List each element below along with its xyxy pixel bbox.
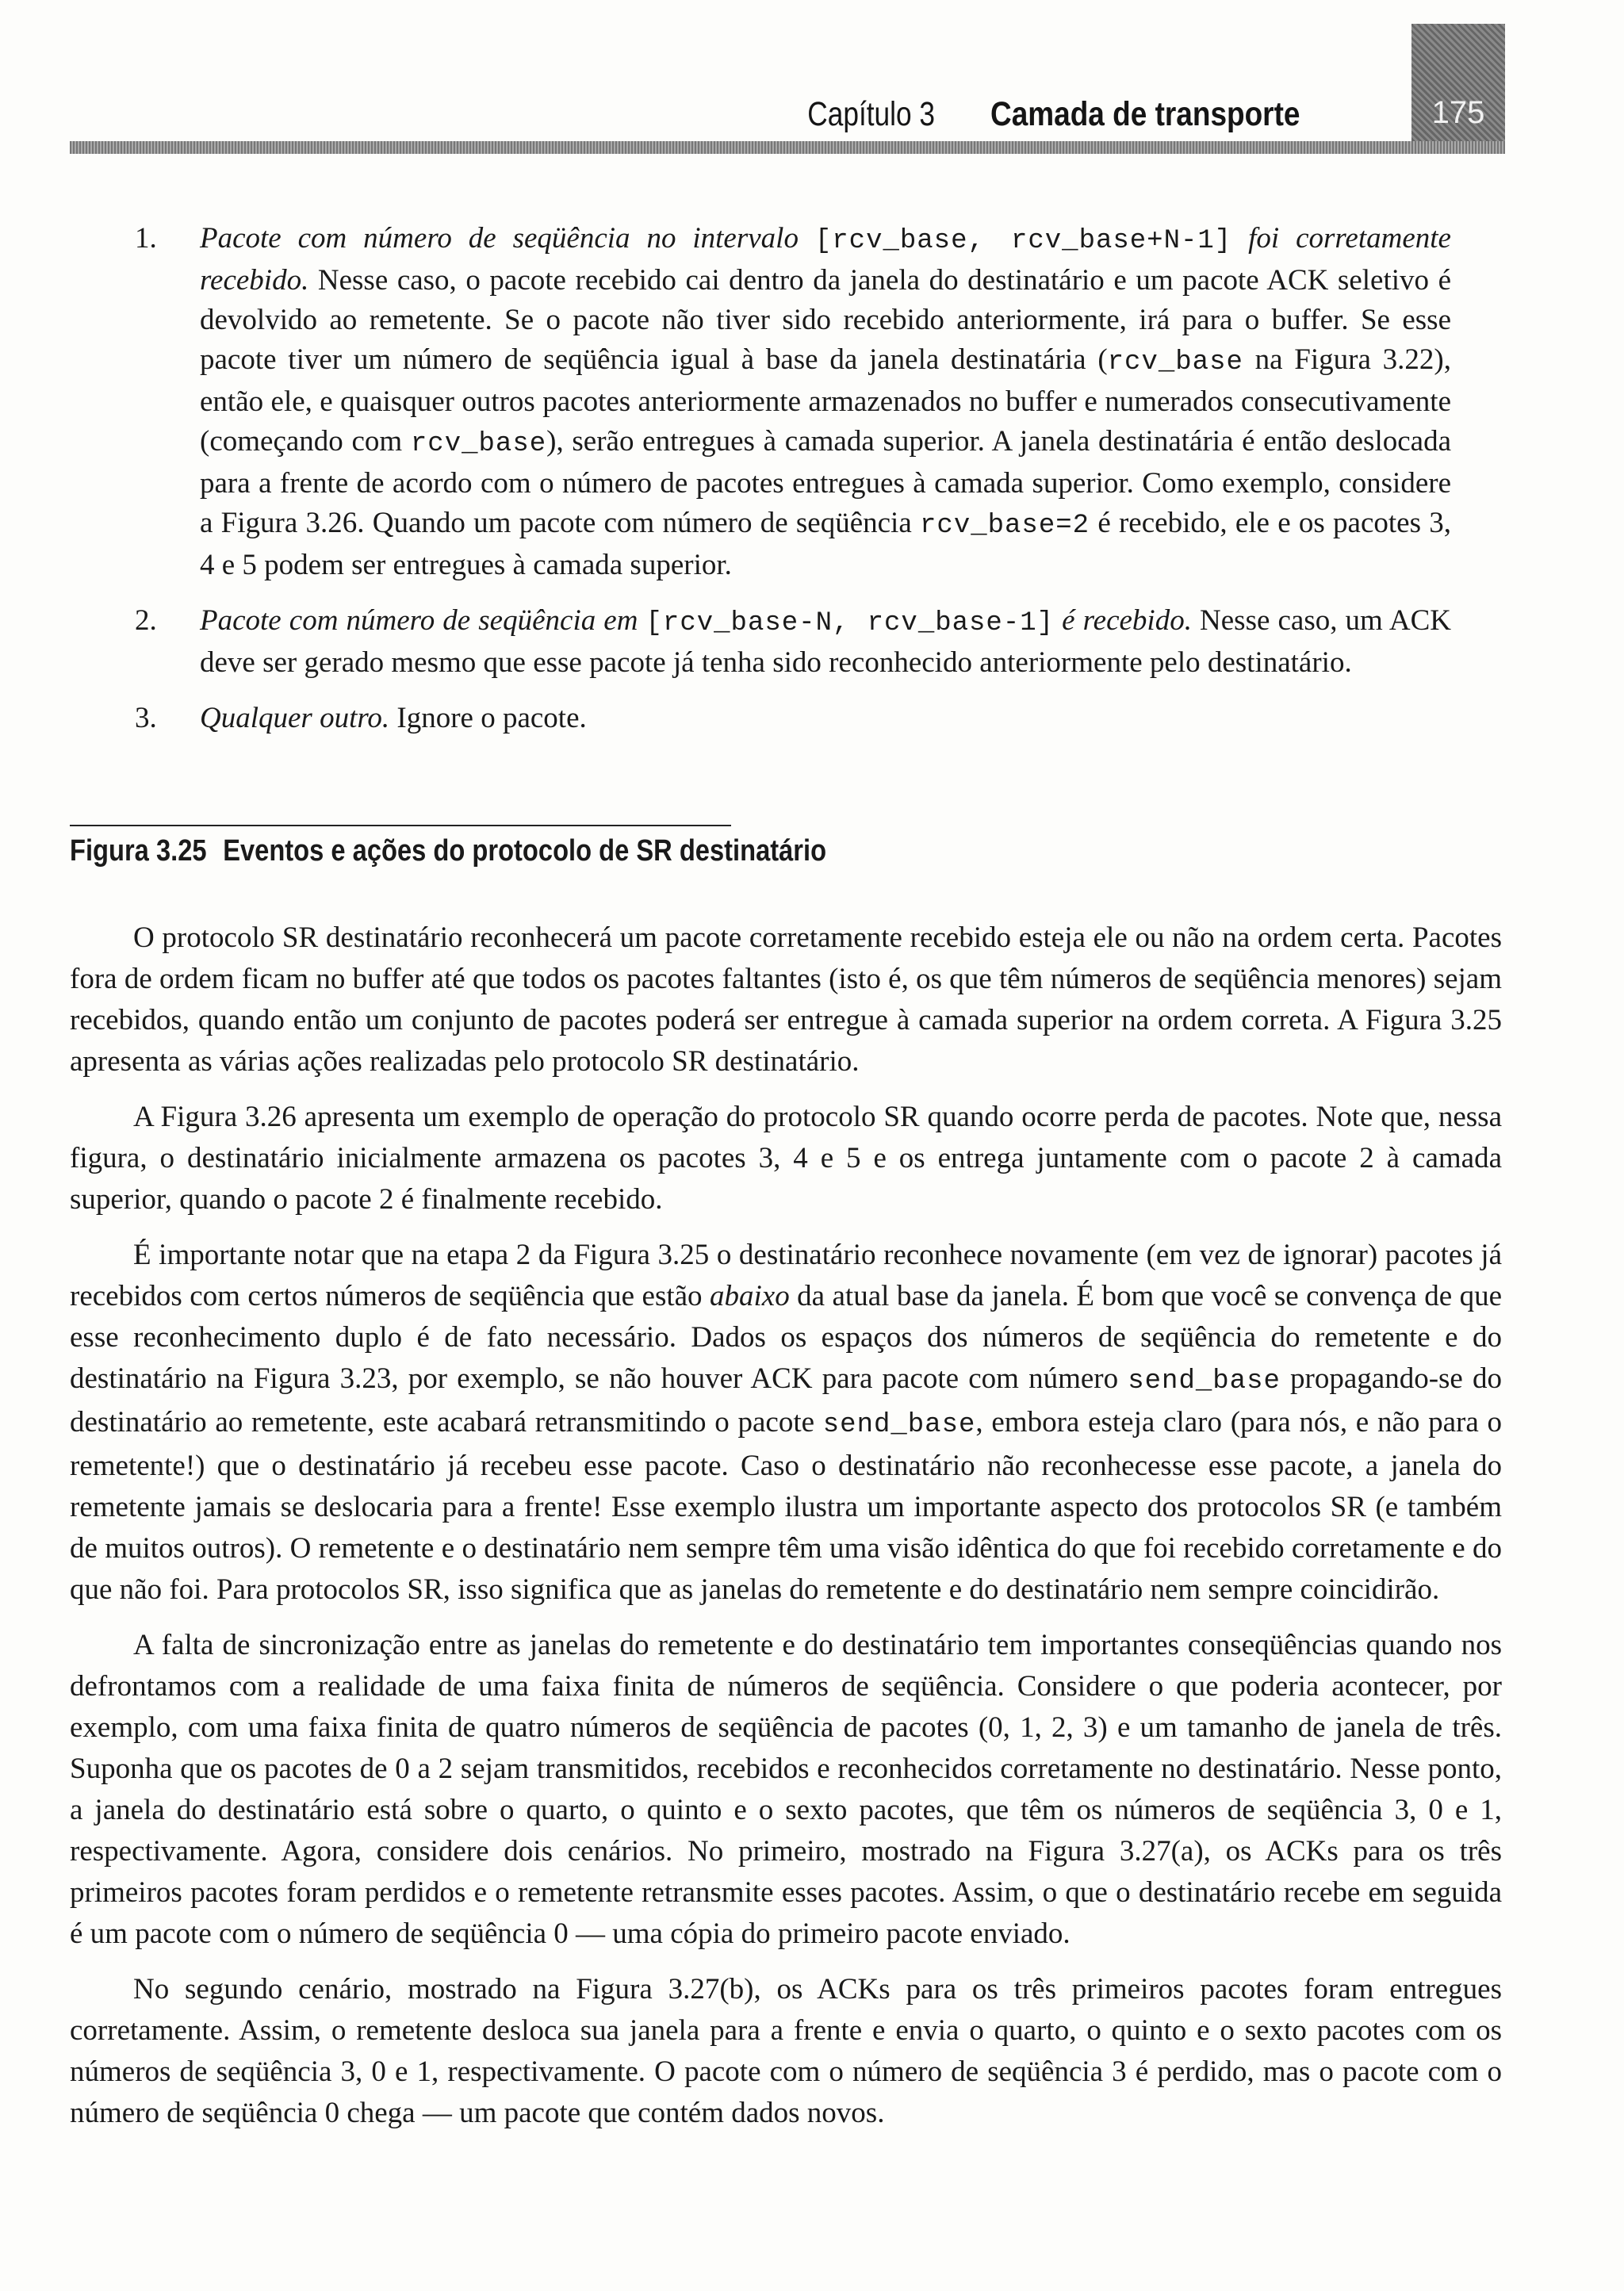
list-number: 1. (135, 222, 157, 255)
chapter-title: Camada de transporte (990, 95, 1300, 133)
running-header (779, 95, 1350, 134)
figure-caption-text: Eventos e ações do protocolo de SR destinatário (223, 834, 827, 868)
event-list (135, 219, 1451, 754)
figure-caption (70, 834, 826, 868)
paragraph: O protocolo SR destinatário reconhecerá um pacote corretamente recebido esteja ele ou não na ordem certa. Pacotes fora de ordem ficam no buffer até que todos os pacotes faltantes (isto é, os que têm números de seqüência menores) sejam recebidos, quando então um conjunto de pacotes poderá ser entregue à camada superior na ordem correta. A Figura 3.25 apresenta as várias ações realizadas pelo protocolo SR destinatário. (70, 921, 1502, 1078)
list-number: 2. (135, 604, 157, 637)
figure-label: Figura 3.25 (70, 834, 207, 868)
header-rule (70, 141, 1505, 154)
list-item: 1. Pacote com número de seqüência no intervalo [rcv_base, rcv_base+N-1] foi corretamente recebido. Nesse caso, o pacote recebido cai dentro da janela do destinatário e um pacote ACK seletivo é devolvido ao remetente. Se o pacote não tiver sido recebido anteriormente, irá para o buffer. Se esse pacote tiver um número de seqüência igual à base da janela destinatária (rcv_base na Figura 3.22), então ele, e quaisquer outros pacotes anteriormente armazenados no buffer e numerados consecutivamente (começando com rcv_base), serão entregues à camada superior. A janela destinatária é então deslocada para a frente de acordo com o número de pacotes entregues à camada superior. Como exemplo, considere a Figura 3.26. Quando um pacote com número de seqüência rcv_base=2 é recebido, ele e os pacotes 3, 4 e 5 podem ser entregues à camada superior. (135, 219, 1451, 585)
paragraph: No segundo cenário, mostrado na Figura 3.27(b), os ACKs para os três primeiros pacotes foram entregues corretamente. Assim, o remetente desloca sua janela para a frente e envia o quarto, o quinto e o sexto pacotes com os números de seqüência 3, 0 e 1, respectivamente. O pacote com o número de seqüência 3 é perdido, mas o pacote com o número de seqüência 0 chega — um pacote que contém dados novos. (70, 1973, 1502, 2129)
list-item: 3. Qualquer outro. Ignore o pacote. (135, 699, 1451, 738)
page-number-tab (1411, 24, 1505, 154)
list-number: 3. (135, 702, 157, 734)
figure-rule (70, 825, 731, 826)
body-text (70, 918, 1502, 2148)
chapter-label: Capítulo 3 (807, 95, 935, 133)
paragraph: É importante notar que na etapa 2 da Figura 3.25 o destinatário reconhece novamente (em vez de ignorar) pacotes já recebidos com certos números de seqüência que estão abaixo da atual base da janela. É bom que você se convença de que esse reconhecimento duplo é de fato necessário. Dados os espaços dos números de seqüência do remetente e do destinatário na Figura 3.23, por exemplo, se não houver ACK para pacote com número send_base propagando-se do destinatário ao remetente, este acabará retransmitindo o pacote send_base, embora esteja claro (para nós, e não para o remetente!) que o destinatário já recebeu esse pacote. Caso o destinatário não reconhecesse esse pacote, a janela do remetente jamais se deslocaria para a frente! Esse exemplo ilustra um importante aspecto dos protocolos SR (e também de muitos outros). O remetente e o destinatário nem sempre têm uma visão idêntica do que foi recebido corretamente e do que não foi. Para protocolos SR, isso significa que as janelas do remetente e do destinatário nem sempre coincidirão. (70, 1239, 1503, 1606)
list-item: 2. Pacote com número de seqüência em [rcv_base-N, rcv_base-1] é recebido. Nesse caso, um ACK deve ser gerado mesmo que esse pacote já tenha sido reconhecido anteriormente pelo destinatário. (135, 601, 1451, 683)
paragraph: A Figura 3.26 apresenta um exemplo de operação do protocolo SR quando ocorre perda de pacotes. Note que, nessa figura, o destinatário inicialmente armazena os pacotes 3, 4 e 5 e os entrega juntamente com o pacote 2 à camada superior, quando o pacote 2 é finalmente recebido. (70, 1101, 1502, 1216)
page-number: 175 (1431, 95, 1485, 130)
paragraph: A falta de sincronização entre as janelas do remetente e do destinatário tem importantes conseqüências quando nos defrontamos com a realidade de uma faixa finita de números de seqüência. Considere o que poderia acontecer, por exemplo, com uma faixa finita de quatro números de seqüência de pacotes (0, 1, 2, 3) e um tamanho de janela de três. Suponha que os pacotes de 0 a 2 sejam transmitidos, recebidos e reconhecidos corretamente no destinatário. Nesse ponto, a janela do destinatário está sobre o quarto, o quinto e o sexto pacotes, que têm os números de seqüência 3, 0 e 1, respectivamente. Agora, considere dois cenários. No primeiro, mostrado na Figura 3.27(a), os ACKs para os três primeiros pacotes foram perdidos e o remetente retransmite esses pacotes. Assim, o que o destinatário recebe em seguida é um pacote com o número de seqüência 0 — uma cópia do primeiro pacote enviado. (70, 1629, 1502, 1950)
